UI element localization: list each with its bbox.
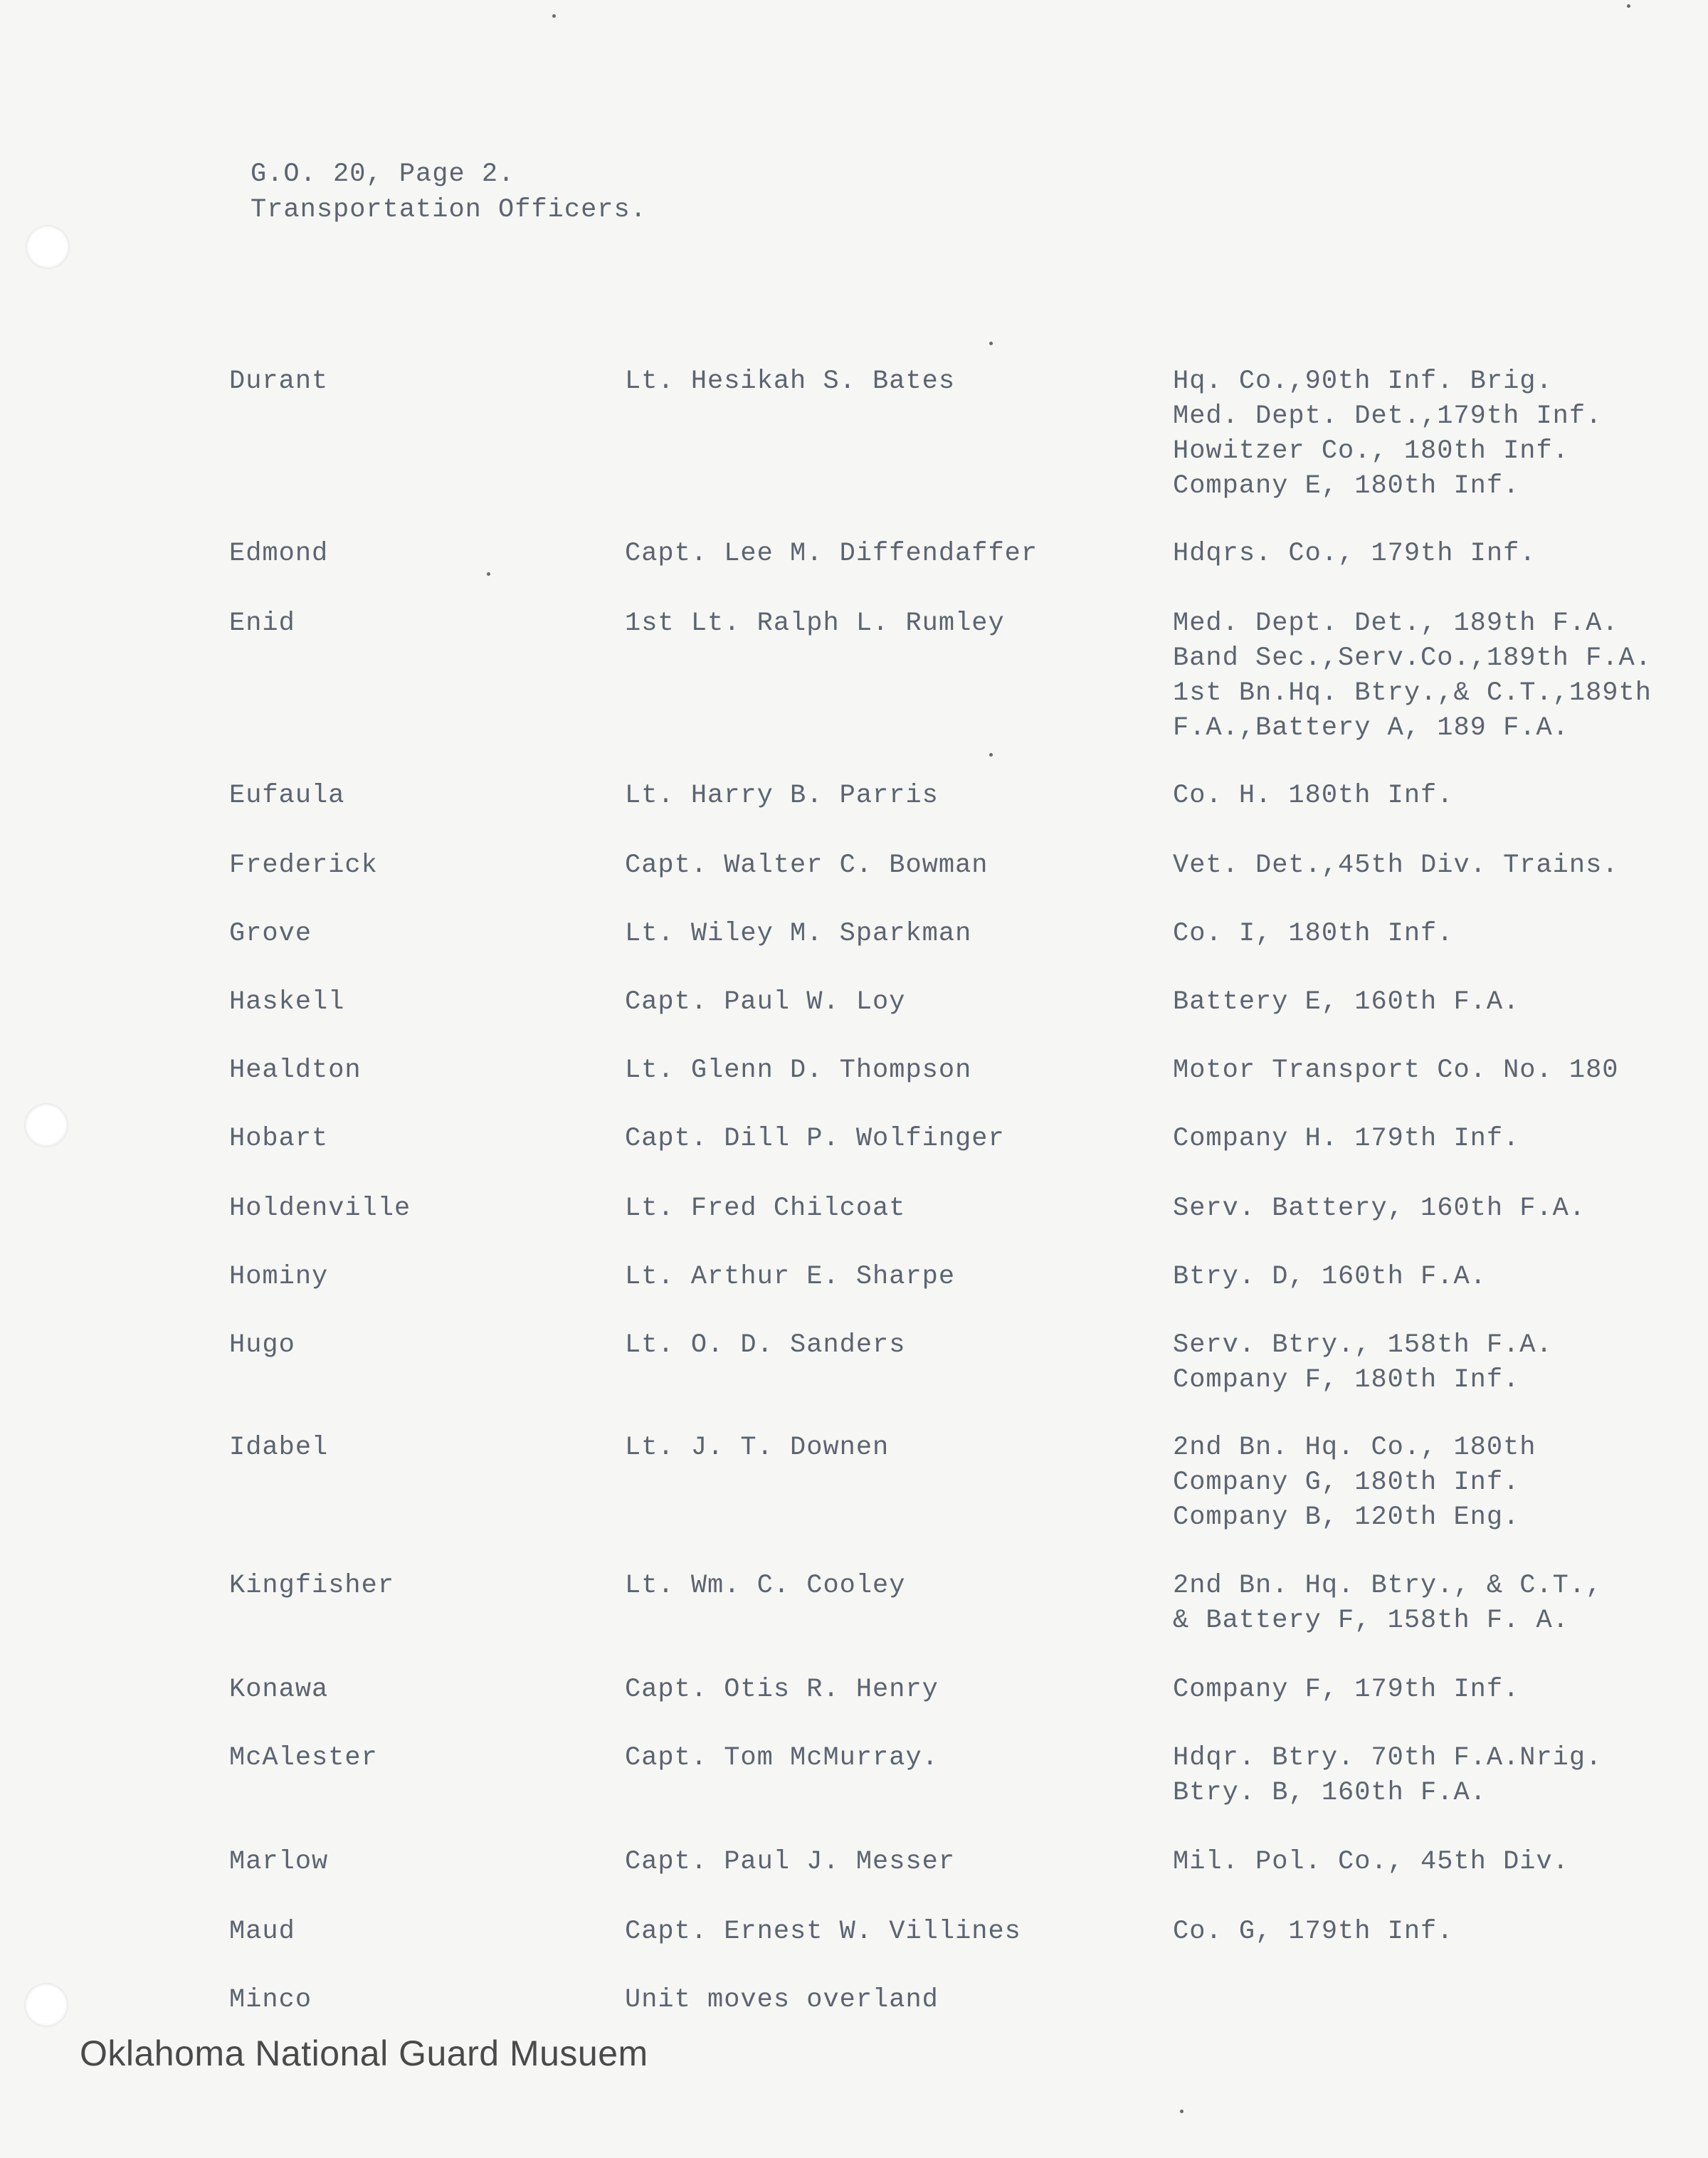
unit-list: [1173, 1673, 1519, 1707]
officer-name: Lt. Fred Chilcoat: [625, 1194, 906, 1223]
unit-line: & Battery F, 158th F. A.: [1173, 1606, 1569, 1636]
unit-line: Vet. Det.,45th Div. Trains.: [1173, 851, 1619, 880]
unit-line: Med. Dept. Det.,179th Inf.: [1173, 401, 1603, 431]
town-name: Idabel: [229, 1433, 329, 1463]
punch-hole: [24, 1983, 68, 2027]
town-name: Hominy: [229, 1262, 329, 1292]
unit-line: Hq. Co.,90th Inf. Brig.: [1173, 367, 1553, 396]
unit-line: Serv. Btry., 158th F.A.: [1173, 1330, 1553, 1360]
unit-list: [1173, 606, 1652, 746]
town-name: Grove: [229, 919, 312, 949]
unit-list: [1173, 537, 1536, 572]
officer-name: Unit moves overland: [625, 1985, 939, 2015]
town-name: Marlow: [229, 1847, 329, 1877]
officer-name: Capt. Ernest W. Villines: [625, 1917, 1021, 1947]
unit-list: [1173, 1328, 1553, 1398]
town-name: Maud: [229, 1917, 295, 1947]
officer-name: Lt. Wiley M. Sparkman: [625, 919, 972, 949]
officer-name: Capt. Lee M. Diffendaffer: [625, 539, 1038, 569]
town-name: Konawa: [229, 1675, 329, 1705]
unit-line: Company H. 179th Inf.: [1173, 1124, 1520, 1154]
unit-list: [1173, 985, 1519, 1020]
officer-name: Lt. Hesikah S. Bates: [625, 367, 956, 396]
unit-list: [1173, 848, 1619, 883]
header-title-line: Transportation Officers.: [251, 195, 647, 225]
town-name: Enid: [229, 609, 295, 638]
unit-line: Company F, 180th Inf.: [1173, 1365, 1520, 1395]
paper-speck: [1180, 2110, 1184, 2113]
town-name: Hugo: [229, 1330, 295, 1360]
unit-line: Med. Dept. Det., 189th F.A.: [1173, 609, 1619, 638]
officer-name: 1st Lt. Ralph L. Rumley: [625, 609, 1005, 638]
unit-line: Company G, 180th Inf.: [1173, 1468, 1520, 1498]
town-name: Kingfisher: [229, 1571, 395, 1601]
officer-name: Capt. Walter C. Bowman: [625, 851, 989, 880]
unit-line: 1st Bn.Hq. Btry.,& C.T.,189th: [1173, 678, 1652, 708]
town-name: Minco: [229, 1985, 312, 2015]
unit-line: Company F, 179th Inf.: [1173, 1675, 1520, 1705]
unit-list: [1173, 1845, 1569, 1880]
officer-name: Lt. Arthur E. Sharpe: [625, 1262, 956, 1292]
town-name: Frederick: [229, 851, 378, 880]
unit-line: F.A.,Battery A, 189 F.A.: [1173, 713, 1569, 743]
town-name: McAlester: [229, 1743, 378, 1773]
officer-name: Lt. Harry B. Parris: [625, 781, 939, 811]
unit-line: Howitzer Co., 180th Inf.: [1173, 436, 1569, 466]
officer-name: Capt. Tom McMurray.: [625, 1743, 939, 1773]
document-header: [251, 157, 647, 228]
officer-name: Lt. O. D. Sanders: [625, 1330, 906, 1360]
town-name: Healdton: [229, 1056, 362, 1085]
paper-speck: [552, 14, 556, 18]
unit-list: [1173, 1915, 1453, 1949]
unit-list: [1173, 364, 1602, 504]
unit-list: [1173, 779, 1453, 814]
town-name: Haskell: [229, 987, 345, 1017]
officer-name: Capt. Otis R. Henry: [625, 1675, 939, 1705]
unit-line: Btry. B, 160th F.A.: [1173, 1778, 1487, 1808]
unit-line: 2nd Bn. Hq. Co., 180th: [1173, 1433, 1536, 1463]
officer-name: Lt. Wm. C. Cooley: [625, 1571, 906, 1601]
unit-line: 2nd Bn. Hq. Btry., & C.T.,: [1173, 1571, 1603, 1601]
town-name: Eufaula: [229, 781, 345, 811]
officer-name: Lt. Glenn D. Thompson: [625, 1056, 972, 1085]
unit-list: [1173, 1741, 1602, 1811]
unit-line: Company E, 180th Inf.: [1173, 471, 1520, 501]
unit-line: Mil. Pol. Co., 45th Div.: [1173, 1847, 1569, 1877]
unit-list: [1173, 1191, 1586, 1226]
unit-line: Band Sec.,Serv.Co.,189th F.A.: [1173, 643, 1652, 673]
unit-line: Btry. D, 160th F.A.: [1173, 1262, 1487, 1292]
unit-list: [1173, 1053, 1619, 1088]
unit-list: [1173, 1260, 1487, 1295]
officer-name: Capt. Paul W. Loy: [625, 987, 906, 1017]
unit-line: Co. H. 180th Inf.: [1173, 781, 1454, 811]
unit-list: [1173, 1431, 1536, 1535]
officer-name: Capt. Dill P. Wolfinger: [625, 1124, 1005, 1154]
museum-watermark: Oklahoma National Guard Musuem: [80, 2033, 648, 2073]
unit-line: Battery E, 160th F.A.: [1173, 987, 1520, 1017]
town-name: Hobart: [229, 1124, 329, 1154]
unit-line: Hdqr. Btry. 70th F.A.Nrig.: [1173, 1743, 1603, 1773]
town-name: Edmond: [229, 539, 329, 569]
unit-list: [1173, 917, 1453, 952]
unit-line: Co. I, 180th Inf.: [1173, 919, 1454, 949]
header-order-line: G.O. 20, Page 2.: [251, 159, 515, 189]
town-name: Durant: [229, 367, 329, 396]
paper-speck: [487, 572, 490, 576]
paper-speck: [1627, 4, 1630, 8]
officer-name: Capt. Paul J. Messer: [625, 1847, 956, 1877]
punch-hole: [26, 225, 70, 269]
paper-speck: [989, 753, 993, 757]
unit-line: Motor Transport Co. No. 180: [1173, 1056, 1619, 1085]
unit-list: [1173, 1122, 1519, 1157]
unit-line: Serv. Battery, 160th F.A.: [1173, 1194, 1586, 1223]
unit-line: Hdqrs. Co., 179th Inf.: [1173, 539, 1536, 569]
paper-speck: [989, 342, 993, 345]
town-name: Holdenville: [229, 1194, 411, 1223]
unit-line: Co. G, 179th Inf.: [1173, 1917, 1454, 1947]
unit-line: Company B, 120th Eng.: [1173, 1502, 1520, 1532]
unit-list: [1173, 1569, 1602, 1638]
punch-hole: [24, 1103, 68, 1147]
officer-name: Lt. J. T. Downen: [625, 1433, 890, 1463]
